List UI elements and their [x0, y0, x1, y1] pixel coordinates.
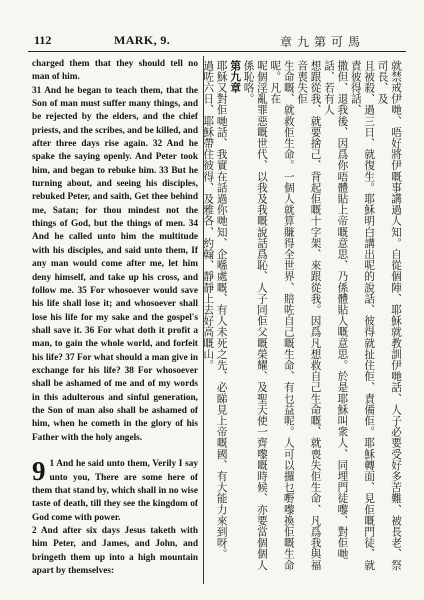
chinese-line: 耶穌又對佢哋話、我實在話過你哋知、企喺處嘅、有人未死之先、必睇見上帝嘅國、有大能力來到呀。: [215, 60, 228, 560]
english-paragraph-ch8: charged them that they should tell no man of him. 31 And he began to teach them, that the Son of man must suffer many things, and be rejected by the elders, and the chief priests, and the scribes, and be killed, and after three days rise again. 32 And he spake the saying openly. And Peter took him, and began to rebuke him. 33 But he turning about, and seeing his disciples, rebuked Peter, and saith, Get thee behind me, Satan; for thou mindest not the things of God, but the things of men. 34 And he called unto him the multitude with his disciples, and said unto them, If any man would come after me, let him deny himself, and take up his cross, and follow me. 35 For whosoever would save his life shall lose it; and whosoever shall lose his life for my sake and the gospel's shall save it. 36 For what doth it profit a man, to gain the whole world, and forfeit his life? 37 For what should a man give in exchange for his life? 38 For whosoever shall be ashamed of me and of my words in this adulterous and sinful generation, the Son of man also shall be ashamed of him, when he cometh in the glory of his Father with the holy angels.: [32, 59, 198, 443]
chinese-line: 撒但、退我後、因爲你唔體貼上帝嘅意思、乃係體貼人嘅意思。於是耶穌叫衆人、同埋門徒嚟、對佢哋話、若有人: [322, 60, 349, 560]
chinese-column: [202, 60, 402, 580]
page-number: 112: [34, 33, 52, 47]
chinese-chapter-label: 第九章: [229, 60, 242, 94]
chinese-line: 過咗六日、耶穌帶住彼得、及雅各、約翰、靜靜上去好高嘅山。: [202, 60, 215, 371]
chinese-line: 就禁戒伊哋、唔好將伊嘅事講過人知。自從個陣、耶穌就教訓伊哋話、人子必要受好多苦難、被長老、祭司長、及: [376, 60, 402, 571]
chinese-line: 想跟從我、就要捨己、背起佢嘅十字架、來跟從我。因爲凡想救自己生命嘅、就喪失佢生命、凡爲我與福音喪失佢: [296, 60, 322, 571]
chapter-nine-text: 1 And he said unto them, Verily I say unto you, There are some here of them that stand by, which shall in no wise taste of death, till they see the kingdom of God come with power. 2 And after six days Jesus taketh with him Peter, and James, and John, and bringeth them up into a high mountain apart by themselves:: [32, 459, 198, 577]
english-column: [32, 58, 198, 578]
chinese-line: 且被殺、過三日、就復生。耶穌明白講出呢的說話、彼得就扯住佢、責備佢。耶穌轉面、見佢嘅門徒、就責彼得話、: [349, 60, 376, 571]
english-paragraph-ch9: [32, 445, 198, 578]
chinese-line: 呢個淫亂罪惡嘅世代、以我及我嘅說話爲恥、人子同佢父嘅榮耀、及聖天使一齊嚟嘅時候、亦要當個個人係恥咯。: [242, 60, 268, 571]
running-title: MARK, 9.: [114, 33, 171, 47]
chinese-line: 生命嘅、就救佢生命。一個人就算賺得全世界、賠咗自己嘅生命、有乜益呢。人可以攞乜嘢嚟換佢嘅生命呢。凡在: [269, 60, 295, 571]
chapter-numeral: 9: [32, 456, 46, 487]
chinese-running-title: 章九第可馬: [280, 35, 366, 49]
page-header: [28, 31, 406, 52]
